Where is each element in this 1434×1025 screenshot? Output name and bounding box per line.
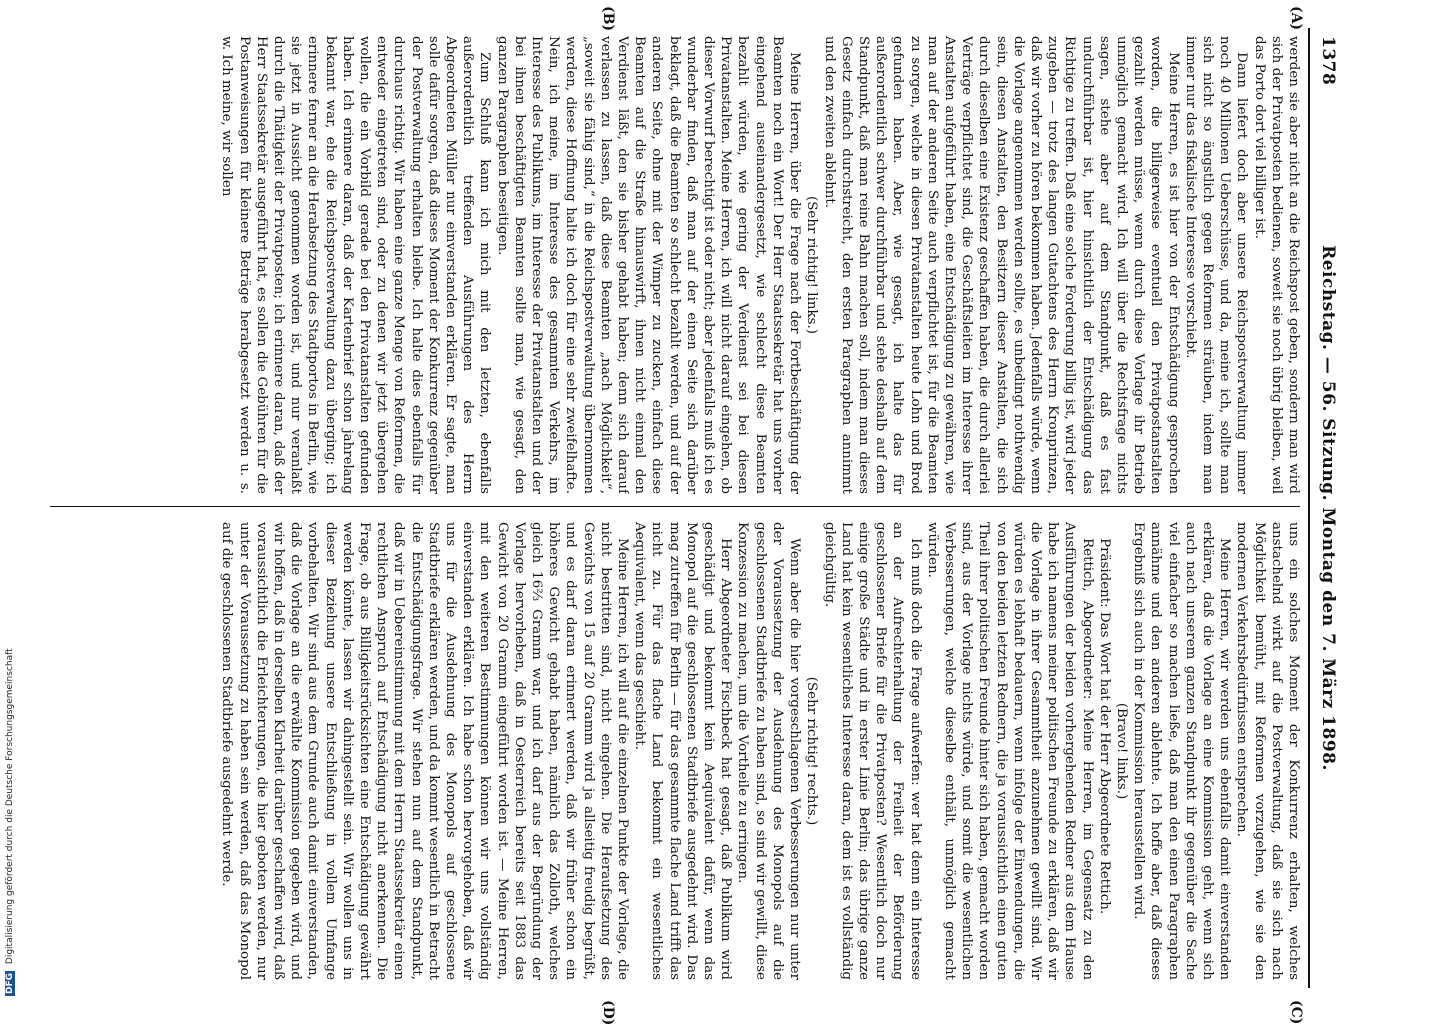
dfg-logo: DFG [5, 972, 15, 994]
paragraph: uns ein solches Moment der Konkurrenz erhalten, welches anstachelnd wirkt auf die Postverwaltung, daß sie sich nach Möglichkeit bemüht, mit Reformen vorzugehen, wie sie den modernen Verkehrsbedürfnissen entsprechen. [1234, 522, 1301, 980]
interjection: (Sehr richtig! rechts.) [804, 676, 820, 826]
paragraph: Meine Herren, es ist hier von der Entschädigung gesprochen worden, die billigerweise eventuell den Privatpostanstalten gezahlt werden müsse, wenn durch diese Vorlage ihr Betrieb unmöglich gemacht wird. Ich will über die Rechtsfrage nichts sagen, stehe aber auf dem Standpunkt, daß es fast undurchführbar ist, hier hinsichtlich der Entschädigung das Richtige zu treffen. Daß eine solche Forderung billig ist, wird jeder zugeben — trotz des langen Gutachtens des Herrn Kronprinzen, daß wir vorher zu hören bekommen haben. Jedenfalls würde, wenn die Vorlage angenommen werden sollte, es unbedingt nothwendig sein, diesen Anstalten, den Besitzern dieser Anstalten, die sich durch dieselben eine Existenz geschaffen haben, die durch allerlei Verträge verpflichtet sind, die Geschäftsleiten im Interesse ihrer Anstalten aufgeführt haben, eine Entschädigung zu gewähren, wie man auf der anderen Seite auch verpflichtet ist, für die Beamten zu sorgen, welche in diesen Privatanstalten heute Lohn und Brod gefunden haben. Aber, wie gesagt, ich halte das für außerordentlich schwer durchführbar und stehe deshalb auf dem Standpunkt, daß man reine Bahn machen soll, indem man dieses Gesetz einfach durchstreicht, den ersten Paragraphen annimmt und den zweiten ablehnt. [821, 36, 1181, 494]
header-rule [1308, 28, 1310, 988]
speaker-paragraph: Rettich, Abgeordneter: Meine Herren, im Gegensatz zu den Ausführungen der beiden vorhergehenden Redner aus dem Hause habe ich namens meiner politischen Freunde zu erklären, daß wir die Vorlage in ihrer Gesammtheit anzunehmen gewillt sind. Wir würden es lebhaft bedauern, wenn infolge der Einwendungen, die von den beiden letzten Rednern, die ja voraussichtlich einen guten Theil ihrer politischen Freunde hinter sich haben, gemacht worden sind, aus der Vorlage nichts würde, und somit die wesentlichen Verbesserungen, welche dieselbe enthält, unmöglich gemacht würden. [924, 522, 1095, 980]
interjection: (Sehr richtig! links.) [804, 196, 820, 334]
rotated-page [40, 6, 1340, 1025]
paragraph: Wenn aber die hier vorgeschlagenen Verbesserungen nur unter der Voraussetzung der Ausdehnung des Monopols auf die geschlossenen Stadtbriefe zu haben sind, so sind wir gewillt, diese Konzession zu machen, um die Vortheile zu erringen. [735, 522, 803, 980]
right-column [50, 522, 1302, 980]
paragraph: Dann liefert doch aber unsere Reichspostverwaltung immer noch 40 Millionen Ueberschüsse, und da, meine ich, sollte man sich nicht so ängstlich gegen Reformen sträuben, indem man immer nur das fiskalische Interesse vorschiebt. [1182, 36, 1250, 494]
paragraph: Meine Herren, über die Frage nach der Fortbeschäftigung der Beamten noch ein Wort! Der Herr Staatssekretär hat uns vorher eingehend auseinandergesetzt, wie schlecht diese Beamten bezahlt würden, wie gering der Verdienst sei bei diesen Privatanstalten. Meine Herren, ich will nicht darauf eingehen, ob dieser Vorwurf berechtigt ist oder nicht; aber jedenfalls muß ich es wunderbar finden, daß man auf der einen Seite sich darüber beklagt, daß die Beamten so schlecht bezahlt werden, und auf der anderen Seite, ohne mit der Wimper zu zucken, einfach diese Beamten auf die Straße hinauswirft, ihnen nicht einmal den Verdienst läßt, den sie bisher gehabt haben; denn sich darauf verlassen zu lassen, daß diese Beamten „nach Möglichkeit“, „soweit sie fähig sind,“ in die Reichspostverwaltung übernommen werden, diese Hoffnung halte ich doch für eine sehr zweifelhafte. Nein, ich meine, im Interesse des gesammten Verkehrs, im Interesse des Publikums, im Interesse der Privatanstalten und der bei ihnen beschäftigten Beamten sollte man, wie gesagt, den ganzen Paragraphen beseitigen. [494, 36, 803, 494]
margin-marker-b: (B) [600, 6, 616, 32]
margin-marker-c: (C) [1288, 1000, 1304, 1025]
digitization-credit [5, 648, 15, 996]
paragraph: Meine Herren, ich will auf die einzelnen Punkte der Vorlage, die nicht bestritten sind, nicht eingehen. Die Heraufsetzung des Gewichts von 15 auf 20 Gramm wird ja allseitig freudig begrüßt, und es darf daran erinnert werden, daß wir früher schon ein höheres Gewicht gehabt haben, nämlich das Zolloth, welches gleich 16⅔ Gramm war, und ich darf aus der Begründung der Vorlage hervorheben, daß in Oesterreich bereits seit 1883 das Gewicht von 20 Gramm eingeführt worden ist. — Meine Herren, mit den weiteren Bestimmungen können wir uns vollständig einverstanden erklären. Ich habe schon hervorgehoben, daß wir uns für die Ausdehnung des Monopols auf geschlossene Stadtbriefe erklären werden, und da kommt wesentlich in Betracht die Entschädigungsfrage. Wir stehen nun auf dem Standpunkt, daß wir in Uebereinstimmung mit dem Herrn Staatssekretär einen rechtlichen Anspruch auf Entschädigung nicht anerkennen. Die Frage, ob aus Billigkeitsrücksichten eine Entschädigung gewährt werden könnte, lassen wir dahingestellt sein. Wir wollen uns in dieser Beziehung unsere Entschließung in vollem Umfange vorbehalten. Wir sind aus dem Grunde auch damit einverstanden, daß die Vorlage an die erwählte Kommission gegeben wird, und wir hoffen, daß in derselben Klarheit darüber geschaffen wird, daß voraussichtlich die Erleichterungen, die hier geboten werden, nur unter der Voraussetzung zu haben sein werden, daß das Monopol auf die geschlossenen Stadtbriefe ausgedehnt werde. [219, 522, 631, 980]
page-title: Reichstag. — 56. Sitzung. Montag den 7. März 1898. [1318, 245, 1338, 771]
paragraph: Zum Schluß kann ich mich mit den letzten, ebenfalls außerordentlich treffenden Ausführungen des Herrn Abgeordneten Müller nur einverstanden erklären. Er sagte, man solle dafür sorgen, daß dieses Moment der Konkurrenz gegenüber der Postverwaltung erhalten bleibe. Ich halte dies ebenfalls für durchaus richtig. Wir haben eine ganze Menge von Reformen, die entweder eingetreten sind, oder zu denen wir jetzt übergehen wollen, die ein Vorbild gerade bei den Privatanstalten gefunden haben. Ich erinnere daran, daß der Kartenbrief schon jahrelang bekannt war, ehe die Reichspostverwaltung dazu überging; ich erinnere ferner an die Herabsetzung des Stadtportos in Berlin, wie sie jetzt in Aussicht genommen worden ist, und nur veranlaßt durch die Thätigkeit der Privatposten; ich erinnere daran, daß der Herr Staatssekretär ausgeführt hat, es sollen die Gebühren für die Postanweisungen für kleinere Beträge herabgesetzt werden u. s. w. Ich meine, wir sollen [219, 36, 493, 494]
margin-marker-a: (A) [1288, 6, 1304, 31]
page-header [1314, 28, 1340, 988]
margin-marker-d: (D) [600, 1000, 616, 1025]
left-column [50, 36, 1302, 494]
paragraph: werden sie aber nicht an die Reichspost geben, sondern man wird sich der Privatposten bedienen, soweit sie noch übrig bleiben, weil das Porto dort viel billiger ist. [1251, 36, 1301, 494]
speaker-paragraph: Präsident: Das Wort hat der Herr Abgeordnete Rettich. [1096, 538, 1112, 915]
column-divider [50, 506, 1300, 507]
digitization-credit-text: Digitalisierung gefördert durch die Deutsche Forschungsgemeinschaft [5, 648, 15, 965]
paragraph: Herr Abgeordneter Fischbeck hat gesagt, daß Publikum wird geschädigt und bekommt kein Aequivalent dafür, wenn das Monopol auf die geschlossenen Stadtbriefe ausgedehnt wird. Das mag zutreffen für Berlin — für das gesammte flache Land trifft das nicht zu. Für das flache Land bekommt ein wesentliches Aequivalent, wenn das geschieht. [632, 522, 734, 980]
paragraph: Ich muß doch die Frage aufwerfen: wer hat denn ein Interesse an der Aufrechterhaltung der Freiheit der Beförderung geschlossener Briefe für die Privatposten? Wesentlich doch nur einige große Städte und in erster Linie Berlin; das übrige ganze Land hat kein wesentliches Interesse daran, dem ist es vollständig gleichgültig. [821, 522, 923, 980]
page-number: 1378 [1318, 36, 1338, 86]
interjection: (Bravo! links.) [1113, 702, 1129, 800]
paragraph: Meine Herren, wir werden uns ebenfalls damit einverstanden erklären, daß die Vorlage an eine Kommission geht, wenn sich auch nach unserem ganzen Standpunkt ihr gegenüber die Sache viel einfacher so machen ließe, daß man den einen Paragraphen annähme und den anderen ablehnte. Ich hoffe aber, daß dieses Ergebniß sich auch in der Kommission herausstellen wird. [1131, 522, 1233, 980]
